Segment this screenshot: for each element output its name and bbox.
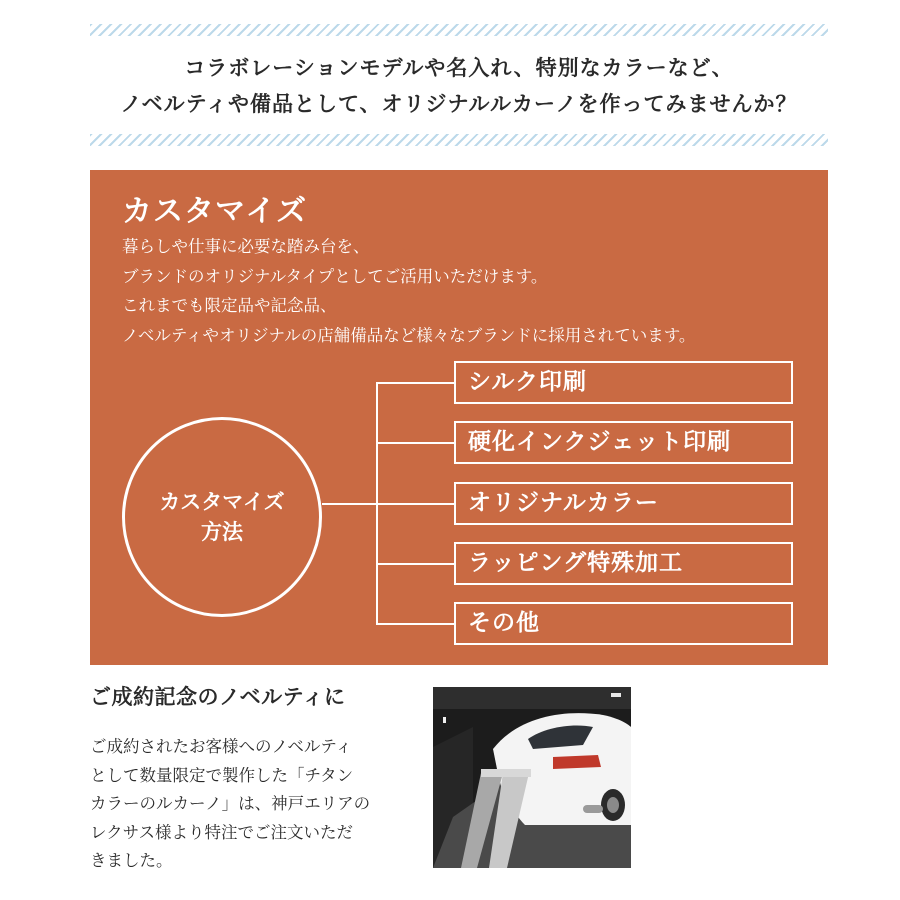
intro-text [90, 50, 828, 122]
novelty-line: レクサス様より特注でご注文いただ [90, 822, 354, 842]
customize-line: 暮らしや仕事に必要な踏み台を、 [122, 237, 370, 256]
novelty-line: ご成約されたお客様へのノベルティ [90, 737, 353, 756]
connector-branch [376, 563, 454, 565]
customize-method-circle [122, 417, 322, 617]
car-with-step-stool-photo [433, 687, 631, 868]
circle-label-line-1: カスタマイズ [159, 490, 285, 514]
method-silk-print: シルク印刷 [454, 361, 793, 404]
connector-branch [376, 623, 454, 625]
method-wrapping: ラッピング特殊加工 [454, 542, 793, 585]
method-original-color: オリジナルカラー [454, 482, 793, 525]
connector-main [322, 503, 377, 505]
novelty-line: カラーのルカーノ」は、神戸エリアの [90, 794, 371, 813]
novelty-line: きました。 [90, 851, 173, 870]
intro-line-1: コラボレーションモデルや名入れ、特別なカラーなど、 [184, 56, 734, 80]
intro-line-2: ノベルティや備品として、オリジナルルカーノを作ってみませんか？ [120, 92, 798, 116]
customize-line: ノベルティやオリジナルの店舗備品など様々なブランドに採用されています。 [122, 325, 696, 345]
connector-branch [376, 503, 454, 505]
method-uv-inkjet-print: 硬化インクジェット印刷 [454, 421, 793, 464]
decorative-stripe-bottom [90, 134, 828, 146]
customize-panel [90, 170, 828, 665]
customize-title: カスタマイズ [122, 194, 308, 229]
novelty-line: として数量限定で製作した「チタン [90, 765, 354, 785]
novelty-description [90, 733, 410, 876]
decorative-stripe-top [90, 24, 828, 36]
circle-label-line-2: 方法 [201, 520, 243, 544]
customize-description [122, 232, 812, 350]
customize-line: ブランドのオリジナルタイプとしてご活用いただけます。 [122, 266, 548, 286]
connector-branch [376, 382, 454, 384]
connector-branch [376, 442, 454, 444]
novelty-title: ご成約記念のノベルティに [90, 685, 346, 709]
customize-line: これまでも限定品や記念品、 [122, 296, 337, 315]
photo-illustration [433, 687, 631, 868]
method-other: その他 [454, 602, 793, 645]
